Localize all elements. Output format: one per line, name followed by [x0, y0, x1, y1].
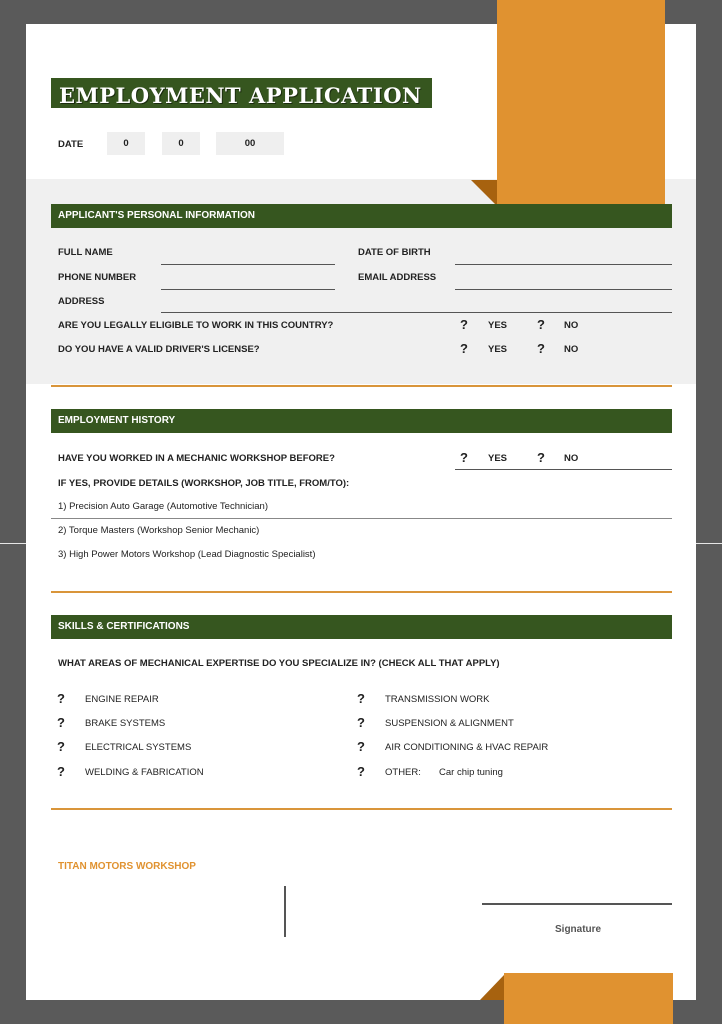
- phone-field[interactable]: [161, 289, 335, 290]
- margin-line-left: [0, 543, 26, 544]
- skill-checkbox[interactable]: ?: [357, 739, 365, 754]
- history-section-header: [51, 409, 672, 433]
- skills-section-title: SKILLS & CERTIFICATIONS: [58, 621, 190, 632]
- skill-checkbox[interactable]: ?: [357, 715, 365, 730]
- company-name: TITAN MOTORS WORKSHOP: [58, 861, 196, 872]
- date-day-field[interactable]: 0: [107, 132, 145, 155]
- skill-checkbox[interactable]: ?: [357, 764, 365, 779]
- eligible-no-checkbox[interactable]: ?: [537, 317, 545, 332]
- orange-bottom-fold: [480, 975, 504, 1000]
- skill-hvac: AIR CONDITIONING & HVAC REPAIR: [385, 742, 549, 753]
- section-divider: [51, 808, 672, 810]
- date-label: DATE: [58, 139, 84, 150]
- license-question: DO YOU HAVE A VALID DRIVER'S LICENSE?: [58, 344, 260, 355]
- footer-divider: [284, 886, 286, 937]
- full-name-field[interactable]: [161, 264, 335, 265]
- signature-label: Signature: [555, 924, 602, 935]
- worked-yes-checkbox[interactable]: ?: [460, 450, 468, 465]
- history-entry-underline: [51, 518, 672, 519]
- skill-transmission: TRANSMISSION WORK: [385, 694, 490, 705]
- title-banner: [51, 78, 432, 108]
- skills-section-header: [51, 615, 672, 639]
- orange-tab-decoration: [497, 0, 665, 206]
- skill-checkbox[interactable]: ?: [57, 739, 65, 754]
- margin-line-right: [696, 543, 722, 544]
- eligible-question: ARE YOU LEGALLY ELIGIBLE TO WORK IN THIS COUNTRY?: [58, 320, 334, 331]
- full-name-label: FULL NAME: [58, 247, 113, 258]
- date-month-field[interactable]: 0: [162, 132, 200, 155]
- details-question: IF YES, PROVIDE DETAILS (WORKSHOP, JOB TITLE, FROM/TO):: [58, 478, 350, 489]
- address-label: ADDRESS: [58, 296, 105, 307]
- skill-engine-repair: ENGINE REPAIR: [85, 694, 159, 705]
- worked-underline: [455, 469, 672, 470]
- email-field[interactable]: [455, 289, 672, 290]
- skills-question: WHAT AREAS OF MECHANICAL EXPERTISE DO YOU SPECIALIZE IN? (CHECK ALL THAT APPLY): [58, 658, 500, 669]
- skill-checkbox[interactable]: ?: [57, 764, 65, 779]
- history-entry: 2) Torque Masters (Workshop Senior Mechanic): [58, 525, 260, 536]
- eligible-yes-label: YES: [488, 320, 508, 331]
- dob-field[interactable]: [455, 264, 672, 265]
- eligible-yes-checkbox[interactable]: ?: [460, 317, 468, 332]
- skill-brake-systems: BRAKE SYSTEMS: [85, 718, 166, 729]
- history-entry: 3) High Power Motors Workshop (Lead Diagnostic Specialist): [58, 549, 316, 560]
- personal-section-title: APPLICANT'S PERSONAL INFORMATION: [58, 210, 256, 221]
- history-section-title: EMPLOYMENT HISTORY: [58, 415, 176, 426]
- skill-suspension: SUSPENSION & ALIGNMENT: [385, 718, 514, 729]
- license-yes-label: YES: [488, 344, 508, 355]
- worked-no-label: NO: [564, 453, 579, 464]
- personal-section-header: [51, 204, 672, 228]
- page-title: EMPLOYMENT APPLICATION: [59, 83, 422, 108]
- dob-label: DATE OF BIRTH: [358, 247, 431, 258]
- license-no-label: NO: [564, 344, 579, 355]
- signature-line[interactable]: [482, 903, 672, 905]
- skill-checkbox[interactable]: ?: [357, 691, 365, 706]
- address-field[interactable]: [161, 312, 672, 313]
- eligible-no-label: NO: [564, 320, 579, 331]
- phone-label: PHONE NUMBER: [58, 272, 137, 283]
- section-divider: [51, 385, 672, 387]
- worked-no-checkbox[interactable]: ?: [537, 450, 545, 465]
- history-entry: 1) Precision Auto Garage (Automotive Technician): [58, 501, 268, 512]
- skill-electrical-systems: ELECTRICAL SYSTEMS: [85, 742, 192, 753]
- skill-checkbox[interactable]: ?: [57, 715, 65, 730]
- worked-yes-label: YES: [488, 453, 508, 464]
- skill-other-input[interactable]: Car chip tuning: [439, 767, 503, 778]
- section-divider: [51, 591, 672, 593]
- skill-checkbox[interactable]: ?: [57, 691, 65, 706]
- skill-other-label: OTHER:: [385, 767, 421, 778]
- license-yes-checkbox[interactable]: ?: [460, 341, 468, 356]
- worked-question: HAVE YOU WORKED IN A MECHANIC WORKSHOP BEFORE?: [58, 453, 335, 464]
- orange-bottom-decoration: [504, 973, 673, 1024]
- orange-tab-fold: [471, 180, 497, 206]
- date-year-field[interactable]: 00: [216, 132, 284, 155]
- email-label: EMAIL ADDRESS: [358, 272, 437, 283]
- license-no-checkbox[interactable]: ?: [537, 341, 545, 356]
- skill-welding: WELDING & FABRICATION: [85, 767, 204, 778]
